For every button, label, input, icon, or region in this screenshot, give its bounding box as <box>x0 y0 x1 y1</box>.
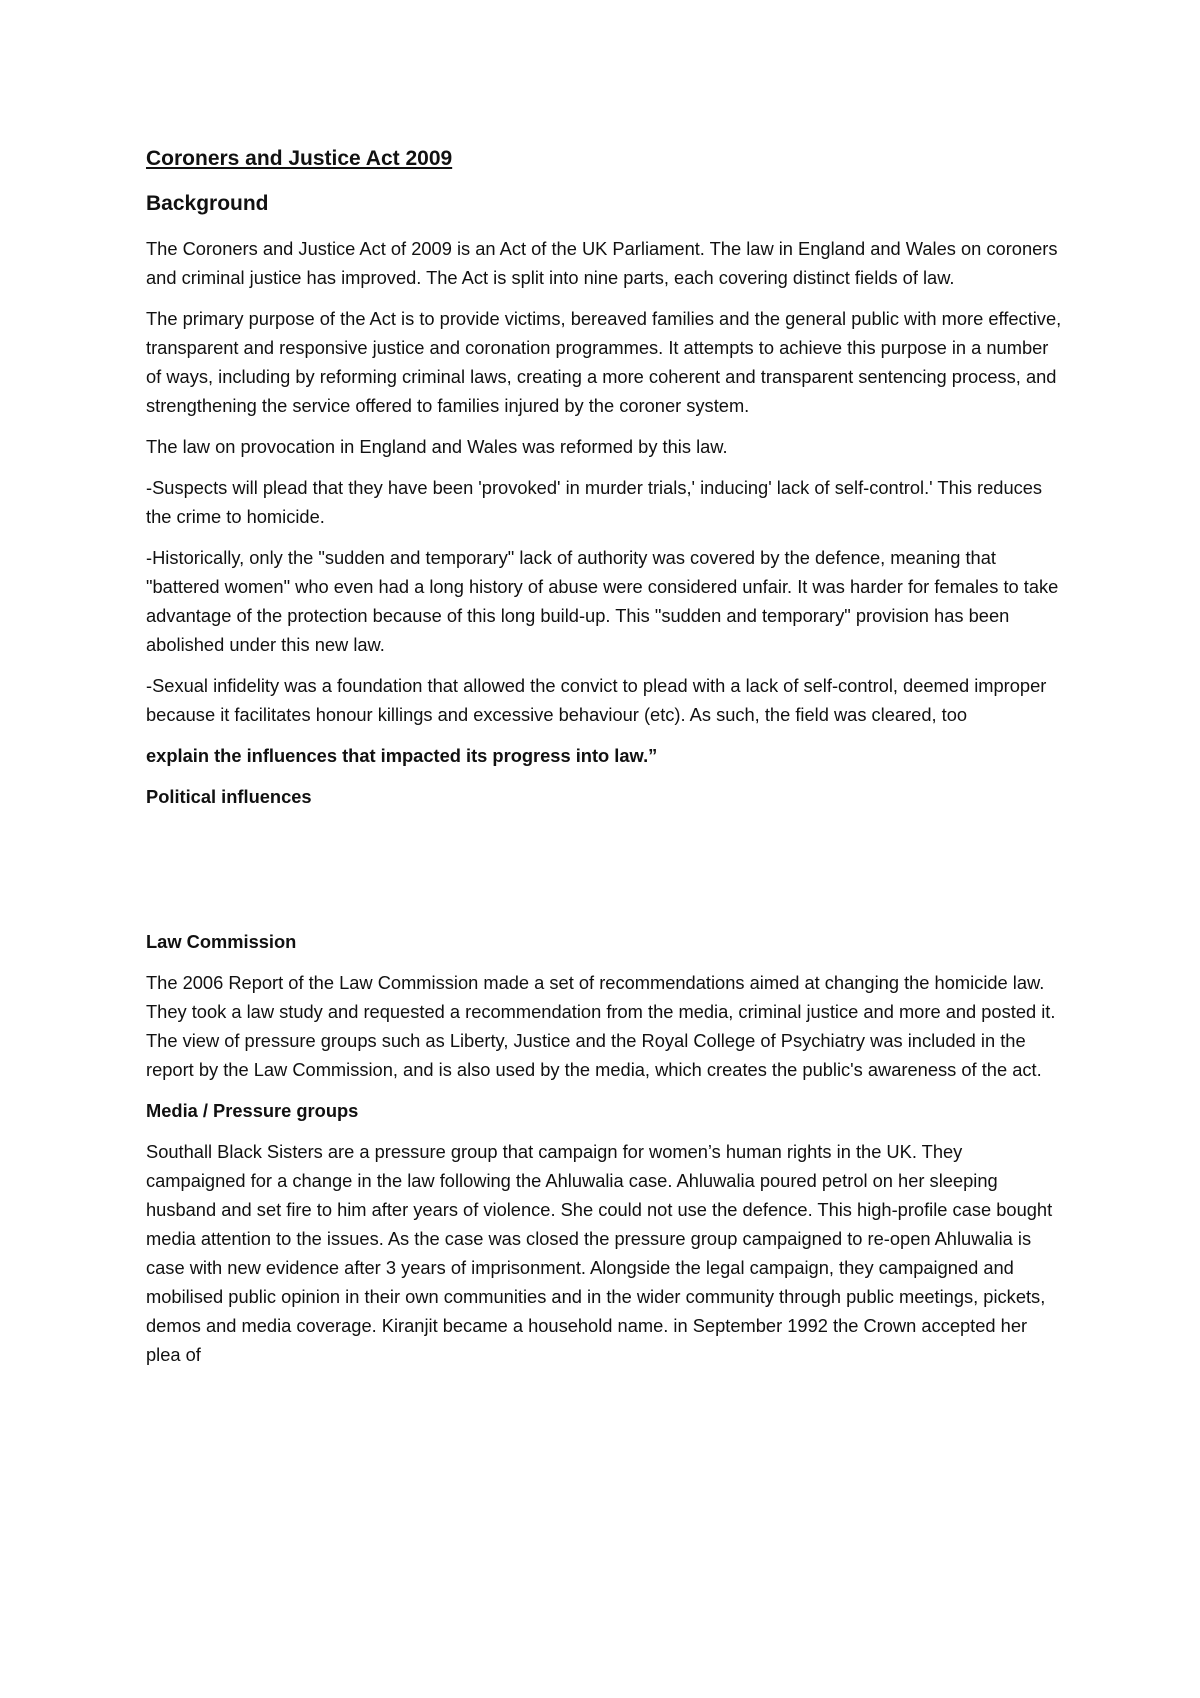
law-commission-paragraph: The 2006 Report of the Law Commission made a set of recommendations aimed at changing the homicide law. They took a law study and requested a recommendation from the media, criminal justice and more and posted it. The view of pressure groups such as Liberty, Justice and the Royal College of Psychiatry was included in the report by the Law Commission, and is also used by the media, which creates the public's awareness of the act. <box>146 971 1056 1080</box>
background-paragraph-2: The primary purpose of the Act is to provide victims, bereaved families and the general public with more effective, transparent and responsive justice and coronation programmes. It attempts to achieve this purpose in a number of ways, including by reforming criminal laws, creating a more coherent and transparent sentencing process, and strengthening the service offered to families injured by the coroner system. <box>146 307 1062 416</box>
background-paragraph-1: The Coroners and Justice Act of 2009 is an Act of the UK Parliament. The law in England and Wales on coroners and criminal justice has improved. The Act is split into nine parts, each covering distinct fields of law. <box>146 237 1058 288</box>
background-heading: Background <box>146 192 269 216</box>
task-prompt: explain the influences that impacted its progress into law.” <box>146 744 658 766</box>
political-influences-heading: Political influences <box>146 785 312 807</box>
background-paragraph-5: -Historically, only the "sudden and temporary" lack of authority was covered by the defence, meaning that "battered women" who even had a long history of abuse were considered unfair. It was harder for females to take advantage of the protection because of this long build-up. This "sudden and temporary" provision has been abolished under this new law. <box>146 546 1059 655</box>
background-paragraph-3: The law on provocation in England and Wales was reformed by this law. <box>146 435 728 457</box>
document-title: Coroners and Justice Act 2009 <box>146 147 453 170</box>
background-paragraph-6: -Sexual infidelity was a foundation that allowed the convict to plead with a lack of self-control, deemed improper because it facilitates honour killings and excessive behaviour (etc). As such, the field was cleared, too <box>146 674 1047 725</box>
law-commission-heading: Law Commission <box>146 930 297 952</box>
document-page <box>146 145 1066 1381</box>
media-pressure-groups-heading: Media / Pressure groups <box>146 1099 359 1121</box>
media-pressure-groups-paragraph: Southall Black Sisters are a pressure group that campaign for women’s human rights in the UK. They campaigned for a change in the law following the Ahluwalia case. Ahluwalia poured petrol on her sleeping husband and set fire to him after years of violence. She could not use the defence. This high-profile case bought media attention to the issues. As the case was closed the pressure group campaigned to re-open Ahluwalia is case with new evidence after 3 years of imprisonment. Alongside the legal campaign, they campaigned and mobilised public opinion in their own communities and in the wider community through public meetings, pickets, demos and media coverage. Kiranjit became a household name. in September 1992 the Crown accepted her plea of <box>146 1140 1053 1365</box>
blank-space <box>146 823 1066 927</box>
background-paragraph-4: -Suspects will plead that they have been 'provoked' in murder trials,' inducing' lack of self-control.' This reduces the crime to homicide. <box>146 476 1043 527</box>
